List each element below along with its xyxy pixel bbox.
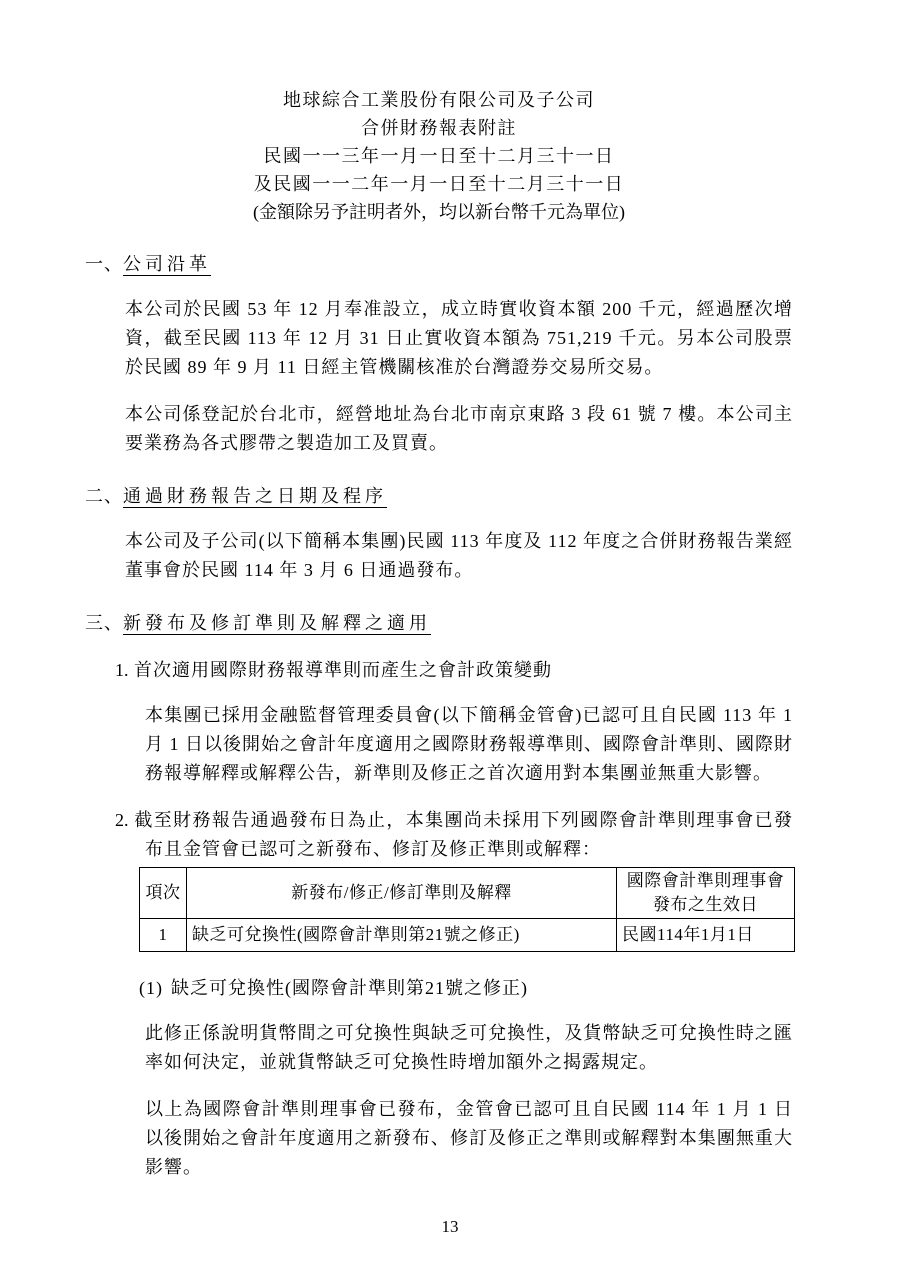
- numbered-item-2: [115, 806, 794, 864]
- section-heading-3: [85, 609, 793, 638]
- header-effective-date: 國際會計準則理事會發布之生效日: [617, 868, 795, 919]
- document-header: [85, 86, 793, 226]
- subitem-title: 缺乏可兌換性(國際會計準則第21號之修正): [171, 978, 528, 998]
- paragraph-capital-history: 本公司於民國 53 年 12 月奉准設立，成立時實收資本額 200 千元，經過歷次增資，截至民國 113 年 12 月 31 日止實收資本額為 751,219 千元。另本公司股票於民國 89 年 9 月 11 日經主管機關核准於台灣證券交易所交易。: [125, 299, 793, 377]
- currency-unit-note: (金額除另予註明者外，均以新台幣千元為單位): [253, 202, 625, 222]
- header-item-no: 項次: [140, 868, 187, 919]
- cell-item-no: 1: [140, 919, 187, 952]
- section-heading-2: [85, 482, 793, 511]
- item-text: 截至財務報告通過發布日為止，本集團尚未採用下列國際會計準則理事會已發布且金管會已認可之新發布、修訂及修正準則或解釋：: [134, 810, 794, 859]
- header-standard-name: 新發布/修正/修訂準則及解釋: [187, 868, 617, 919]
- section-heading-1: [85, 250, 793, 279]
- section-new-standards: [85, 609, 793, 1182]
- paragraph-no-material-impact: 以上為國際會計準則理事會已發布，金管會已認可且自民國 114 年 1 月 1 日以後開始之會計年度適用之新發布、修訂及修正之準則或解釋對本集團無重大影響。: [145, 1099, 793, 1177]
- section-number: 三、: [85, 613, 123, 633]
- paragraph-amendment-description: 此修正係說明貨幣間之可兌換性與缺乏可兌換性，及貨幣缺乏可兌換性時之匯率如何決定，並就貨幣缺乏可兌換性時增加額外之揭露規定。: [145, 1023, 793, 1072]
- section-title: 新發布及修訂準則及解釋之適用: [123, 613, 431, 633]
- standards-table: [139, 867, 795, 952]
- section-number: 二、: [85, 486, 123, 506]
- numbered-item-1: [115, 656, 793, 685]
- subitem-number: (1): [139, 978, 163, 998]
- item-number: 1.: [115, 660, 129, 680]
- section-number: 一、: [85, 254, 123, 274]
- report-period-current: 民國一一三年一月一日至十二月三十一日: [263, 146, 615, 166]
- standards-table-body: [140, 919, 795, 952]
- report-title: 合併財務報表附註: [361, 118, 517, 138]
- section-company-history: [85, 250, 793, 458]
- page-number: 13: [441, 1217, 459, 1236]
- table-row: [140, 919, 795, 952]
- item-number: 2.: [115, 810, 129, 830]
- paragraph-registered-address: 本公司係登記於台北市，經營地址為台北市南京東路 3 段 61 號 7 樓。本公司主要業務為各式膠帶之製造加工及買賣。: [125, 404, 793, 453]
- company-name: 地球綜合工業股份有限公司及子公司: [283, 90, 595, 110]
- cell-effective-date: 民國114年1月1日: [617, 919, 795, 952]
- section-report-approval: [85, 482, 793, 585]
- section-title: 通過財務報告之日期及程序: [123, 486, 387, 506]
- section-title: 公司沿革: [123, 254, 211, 274]
- item-title: 首次適用國際財務報導準則而產生之會計政策變動: [134, 660, 552, 680]
- subitem-1: [139, 974, 793, 1003]
- table-header-row: [140, 868, 795, 919]
- paragraph-first-adoption: 本集團已採用金融監督管理委員會(以下簡稱金管會)已認可且自民國 113 年 1 月 1 日以後開始之會計年度適用之國際財務報導準則、國際會計準則、國際財務報導解釋或解釋公告，新準則及修正之首次適用對本集團並無重大影響。: [145, 705, 793, 783]
- cell-standard-name: 缺乏可兌換性(國際會計準則第21號之修正): [187, 919, 617, 952]
- standards-table-header: [140, 868, 795, 919]
- report-period-prior: 及民國一一二年一月一日至十二月三十一日: [253, 174, 625, 194]
- paragraph-approval-date: 本公司及子公司(以下簡稱本集團)民國 113 年度及 112 年度之合併財務報告業經董事會於民國 114 年 3 月 6 日通過發布。: [125, 531, 793, 580]
